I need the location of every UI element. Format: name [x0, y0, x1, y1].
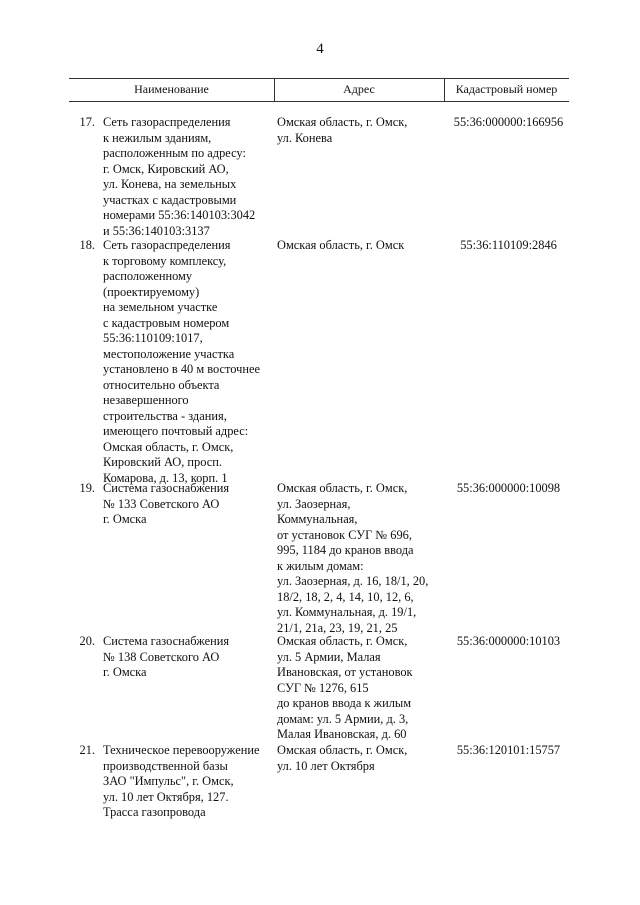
object-address-line: 18/2, 18, 2, 4, 14, 10, 12, 6,	[277, 589, 414, 604]
object-name-line: № 133 Советского АО	[103, 496, 220, 511]
object-name-line: Система газоснабжения	[103, 481, 230, 495]
object-name-line: ул. Конева, на земельных	[103, 177, 237, 191]
object-name-line: расположенным по адресу:	[103, 146, 246, 160]
object-address-line: домам: ул. 5 Армии, д. 3,	[277, 711, 409, 726]
object-address-line: до кранов ввода к жилым	[277, 696, 412, 710]
object-address	[277, 115, 447, 146]
object-name-line: г. Омск, Кировский АО,	[103, 161, 229, 176]
object-name-line: № 138 Советского АО	[103, 649, 220, 664]
table-top-rule	[69, 78, 569, 79]
object-name-line: номерами 55:36:140103:3042	[103, 208, 256, 222]
table-header-rule	[69, 101, 569, 102]
object-name-line: г. Омска	[103, 665, 147, 679]
object-name-line: ул. 10 лет Октября, 127.	[103, 789, 229, 804]
cadastral-number: 55:36:110109:2846	[460, 238, 557, 252]
object-address	[277, 743, 447, 774]
object-address-line: Малая Ивановская, д. 60	[277, 727, 407, 741]
object-name-line: местоположение участка	[103, 346, 235, 361]
object-address-line: от установок СУГ № 696,	[277, 527, 412, 542]
object-address-line: к жилым домам:	[277, 558, 364, 573]
object-name-line: на земельном участке	[103, 300, 218, 314]
object-name-line: производственной базы	[103, 758, 228, 773]
row-number: 21.	[79, 743, 95, 757]
object-address	[277, 481, 447, 636]
object-address-line: Омская область, г. Омск,	[277, 481, 408, 495]
object-name	[103, 743, 271, 821]
object-name-line: имеющего почтовый адрес:	[103, 424, 249, 438]
object-address-line: 995, 1184 до кранов ввода	[277, 543, 414, 557]
object-address-line: Омская область, г. Омск,	[277, 634, 408, 648]
object-name-line: расположенному	[103, 269, 193, 283]
object-name-line: с кадастровым номером	[103, 315, 230, 330]
column-header-name: Наименование	[134, 82, 209, 96]
row-number: 18.	[79, 238, 95, 252]
object-name-line: ЗАО "Импульс", г. Омск,	[103, 774, 234, 788]
cadastral-number: 55:36:120101:15757	[456, 743, 561, 757]
object-address-line: ул. Заозерная, д. 16, 18/1, 20,	[277, 574, 429, 588]
object-address-line: Омская область, г. Омск,	[277, 115, 408, 129]
object-name-line: Сеть газораспределения	[103, 115, 231, 129]
object-address-line: Ивановская, от установок	[277, 665, 413, 679]
object-name-line: г. Омска	[103, 512, 147, 526]
object-address-line: ул. 10 лет Октября	[277, 758, 375, 773]
object-address-line: ул. Конева	[277, 130, 333, 145]
object-name-line: к нежилым зданиям,	[103, 130, 212, 145]
object-address-line: Омская область, г. Омск,	[277, 743, 408, 757]
object-name-line: незавершенного	[103, 393, 189, 407]
object-name-line: Кировский АО, просп.	[103, 455, 222, 469]
object-name-line: 55:36:110109:1017,	[103, 331, 203, 345]
object-address-line: ул. Коммунальная, д. 19/1,	[277, 605, 417, 619]
object-address-line: СУГ № 1276, 615	[277, 680, 369, 695]
object-address-line: Коммунальная,	[277, 512, 358, 526]
object-name	[103, 481, 271, 528]
page-number: 4	[316, 41, 324, 57]
object-address-line: Омская область, г. Омск	[277, 238, 405, 252]
object-name	[103, 634, 271, 681]
cadastral-number: 55:36:000000:166956	[453, 115, 564, 129]
object-name-line: относительно объекта	[103, 377, 220, 392]
object-name-line: участках с кадастровыми	[103, 192, 237, 207]
object-name-line: Система газоснабжения	[103, 634, 230, 648]
object-address-line: 21/1, 21а, 23, 19, 21, 25	[277, 620, 398, 635]
object-name-line: Трасса газопровода	[103, 805, 206, 819]
object-name-line: Омская область, г. Омск,	[103, 439, 234, 454]
object-name-line: установлено в 40 м восточнее	[103, 362, 261, 376]
column-header-address: Адрес	[343, 82, 375, 96]
object-name-line: Комарова, д. 13, корп. 1	[103, 470, 228, 485]
object-address	[277, 634, 447, 743]
object-name-line: к торговому комплексу,	[103, 253, 227, 268]
object-name-line: Техническое перевооружение	[103, 743, 260, 757]
cadastral-number: 55:36:000000:10098	[456, 481, 561, 495]
cadastral-number: 55:36:000000:10103	[456, 634, 561, 648]
object-address-line: ул. Заозерная,	[277, 496, 351, 511]
row-number: 17.	[79, 115, 95, 129]
object-name-line: и 55:36:140103:3137	[103, 223, 210, 238]
object-address	[277, 238, 447, 254]
object-name	[103, 238, 271, 486]
row-number: 20.	[79, 634, 95, 648]
object-name-line: Сеть газораспределения	[103, 238, 231, 252]
object-name-line: (проектируемому)	[103, 284, 200, 299]
object-name	[103, 115, 271, 239]
column-header-cadastral: Кадастровый номер	[455, 82, 558, 96]
object-name-line: строительства - здания,	[103, 408, 227, 423]
object-address-line: ул. 5 Армии, Малая	[277, 649, 381, 664]
row-number: 19.	[79, 481, 95, 495]
